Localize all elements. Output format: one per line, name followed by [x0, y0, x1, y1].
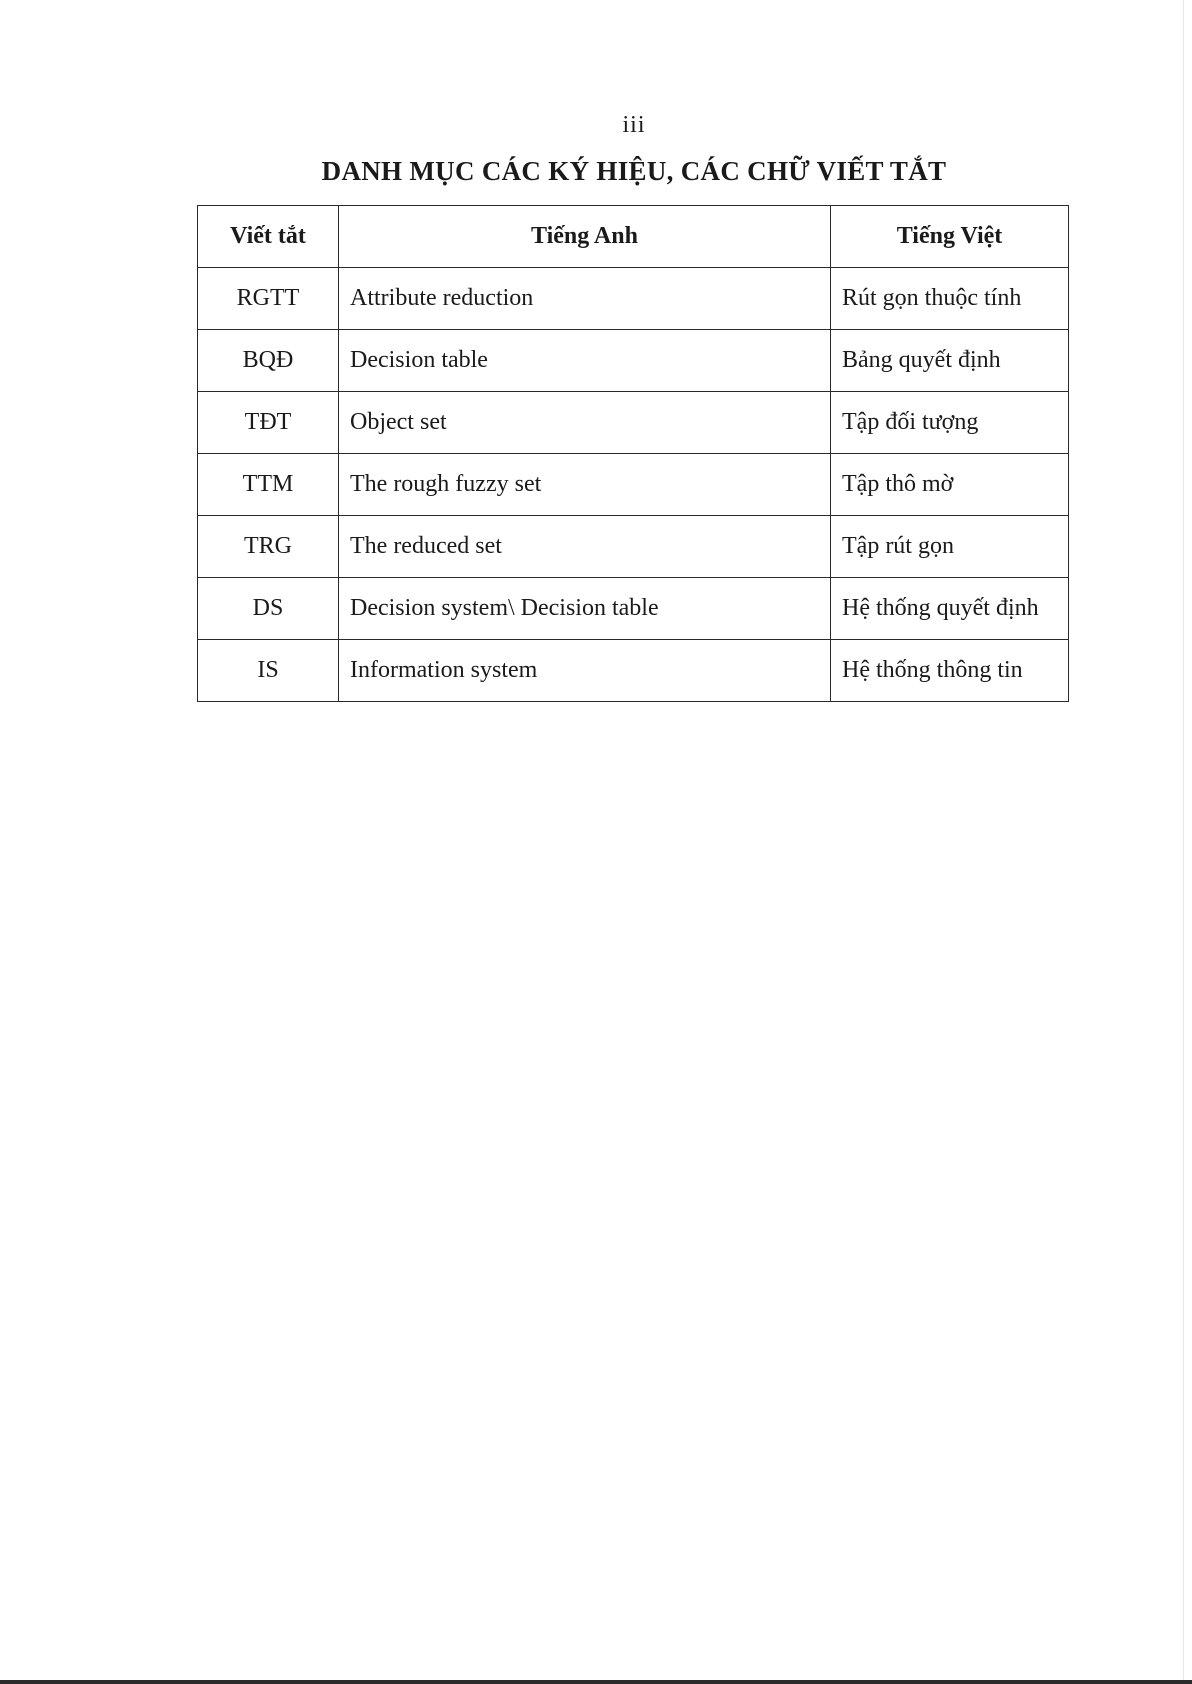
vietnamese-term-cell: Hệ thống thông tin	[831, 640, 1069, 702]
abbreviation-table	[197, 205, 1069, 702]
abbr-cell: TTM	[198, 454, 339, 516]
table-header-row	[198, 206, 1069, 268]
table-row	[198, 392, 1069, 454]
table-row	[198, 516, 1069, 578]
english-term-cell: Decision table	[339, 330, 831, 392]
vietnamese-term-cell: Hệ thống quyết định	[831, 578, 1069, 640]
table-row	[198, 578, 1069, 640]
english-term-cell: Information system	[339, 640, 831, 702]
table-row	[198, 454, 1069, 516]
page-number: iii	[622, 112, 646, 138]
english-term-cell: Attribute reduction	[339, 268, 831, 330]
table-row	[198, 330, 1069, 392]
vietnamese-term-cell: Tập thô mờ	[831, 454, 1069, 516]
abbr-cell: IS	[198, 640, 339, 702]
vietnamese-term-cell: Tập đối tượng	[831, 392, 1069, 454]
table-row	[198, 640, 1069, 702]
vietnamese-term-cell: Bảng quyết định	[831, 330, 1069, 392]
vietnamese-term-cell: Tập rút gọn	[831, 516, 1069, 578]
table-row	[198, 268, 1069, 330]
english-term-cell: The reduced set	[339, 516, 831, 578]
scan-right-edge	[1183, 0, 1184, 1684]
english-term-cell: The rough fuzzy set	[339, 454, 831, 516]
vietnamese-term-cell: Rút gọn thuộc tính	[831, 268, 1069, 330]
page-title: DANH MỤC CÁC KÝ HIỆU, CÁC CHỮ VIẾT TẮT	[321, 156, 947, 186]
header-english: Tiếng Anh	[339, 206, 831, 268]
header-vietnamese: Tiếng Việt	[831, 206, 1069, 268]
header-abbreviation: Viết tắt	[198, 206, 339, 268]
abbr-cell: BQĐ	[198, 330, 339, 392]
english-term-cell: Object set	[339, 392, 831, 454]
abbr-cell: TĐT	[198, 392, 339, 454]
scan-bottom-edge	[0, 1680, 1192, 1684]
abbr-cell: TRG	[198, 516, 339, 578]
english-term-cell: Decision system\ Decision table	[339, 578, 831, 640]
abbr-cell: RGTT	[198, 268, 339, 330]
abbr-cell: DS	[198, 578, 339, 640]
